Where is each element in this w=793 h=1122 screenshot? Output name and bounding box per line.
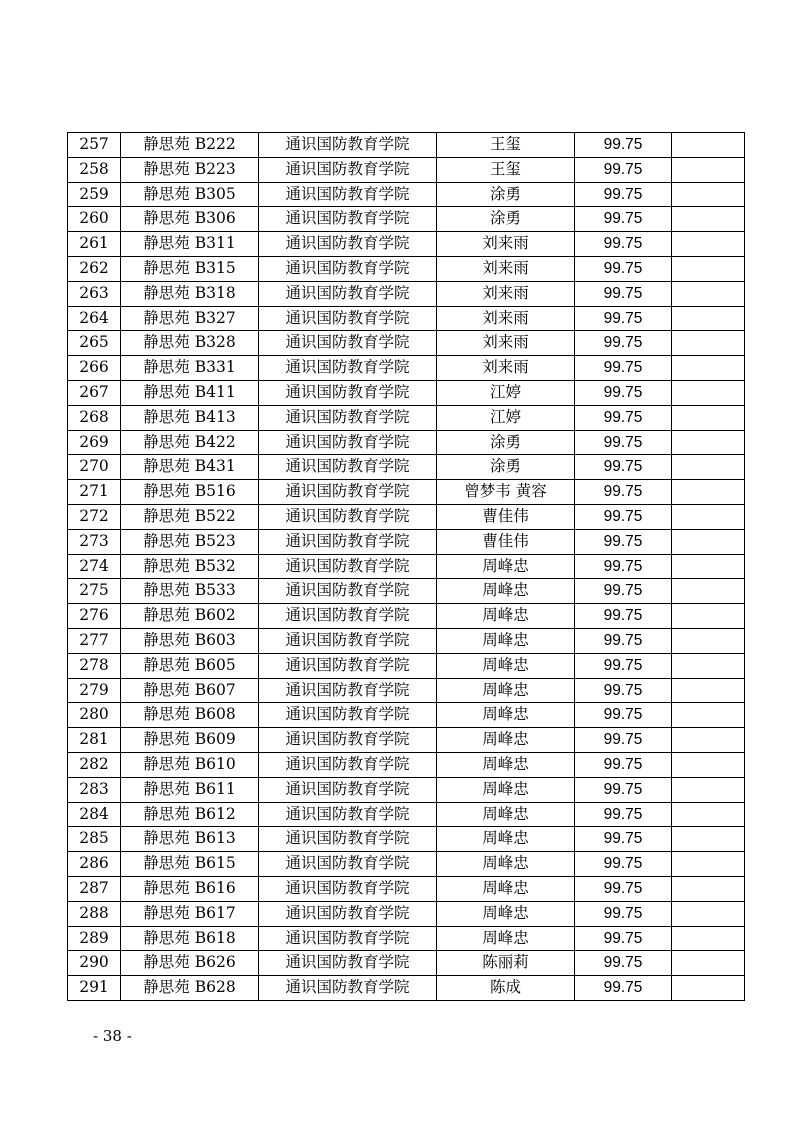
row-number-cell: 272 [68, 504, 121, 529]
score-cell: 99.75 [575, 752, 672, 777]
table-row [68, 331, 745, 356]
score-cell: 99.75 [575, 852, 672, 877]
table-row [68, 703, 745, 728]
score-cell: 99.75 [575, 504, 672, 529]
counselor-name-cell: 王玺 [437, 133, 575, 158]
counselor-name-cell: 江婷 [437, 405, 575, 430]
counselor-name-cell: 周峰忠 [437, 678, 575, 703]
score-cell: 99.75 [575, 281, 672, 306]
note-cell [672, 232, 745, 257]
table-row [68, 901, 745, 926]
score-cell: 99.75 [575, 926, 672, 951]
dorm-room-cell: 静思苑 B306 [121, 207, 259, 232]
dorm-room-cell: 静思苑 B628 [121, 976, 259, 1001]
dorm-room-cell: 静思苑 B610 [121, 752, 259, 777]
table-row [68, 157, 745, 182]
table-row [68, 281, 745, 306]
table-row [68, 182, 745, 207]
dorm-room-cell: 静思苑 B605 [121, 653, 259, 678]
row-number-cell: 278 [68, 653, 121, 678]
score-cell: 99.75 [575, 777, 672, 802]
note-cell [672, 653, 745, 678]
counselor-name-cell: 江婷 [437, 380, 575, 405]
counselor-name-cell: 刘来雨 [437, 306, 575, 331]
score-table-body [68, 133, 745, 1001]
department-cell: 通识国防教育学院 [259, 802, 437, 827]
table-row [68, 876, 745, 901]
note-cell [672, 628, 745, 653]
row-number-cell: 288 [68, 901, 121, 926]
counselor-name-cell: 周峰忠 [437, 876, 575, 901]
table-row [68, 356, 745, 381]
counselor-name-cell: 陈成 [437, 976, 575, 1001]
counselor-name-cell: 涂勇 [437, 430, 575, 455]
dorm-room-cell: 静思苑 B609 [121, 728, 259, 753]
dorm-room-cell: 静思苑 B617 [121, 901, 259, 926]
counselor-name-cell: 刘来雨 [437, 256, 575, 281]
department-cell: 通识国防教育学院 [259, 604, 437, 629]
department-cell: 通识国防教育学院 [259, 157, 437, 182]
dorm-room-cell: 静思苑 B222 [121, 133, 259, 158]
score-cell: 99.75 [575, 256, 672, 281]
department-cell: 通识国防教育学院 [259, 926, 437, 951]
note-cell [672, 579, 745, 604]
score-cell: 99.75 [575, 604, 672, 629]
counselor-name-cell: 王玺 [437, 157, 575, 182]
department-cell: 通识国防教育学院 [259, 678, 437, 703]
department-cell: 通识国防教育学院 [259, 728, 437, 753]
score-cell: 99.75 [575, 554, 672, 579]
department-cell: 通识国防教育学院 [259, 133, 437, 158]
row-number-cell: 265 [68, 331, 121, 356]
counselor-name-cell: 周峰忠 [437, 852, 575, 877]
row-number-cell: 270 [68, 455, 121, 480]
score-cell: 99.75 [575, 207, 672, 232]
note-cell [672, 157, 745, 182]
dorm-room-cell: 静思苑 B602 [121, 604, 259, 629]
score-cell: 99.75 [575, 628, 672, 653]
note-cell [672, 728, 745, 753]
note-cell [672, 678, 745, 703]
note-cell [672, 182, 745, 207]
row-number-cell: 280 [68, 703, 121, 728]
department-cell: 通识国防教育学院 [259, 455, 437, 480]
dorm-room-cell: 静思苑 B516 [121, 480, 259, 505]
dorm-room-cell: 静思苑 B532 [121, 554, 259, 579]
row-number-cell: 267 [68, 380, 121, 405]
department-cell: 通识国防教育学院 [259, 356, 437, 381]
note-cell [672, 455, 745, 480]
table-row [68, 232, 745, 257]
score-cell: 99.75 [575, 653, 672, 678]
score-cell: 99.75 [575, 976, 672, 1001]
note-cell [672, 554, 745, 579]
dorm-room-cell: 静思苑 B607 [121, 678, 259, 703]
counselor-name-cell: 周峰忠 [437, 752, 575, 777]
table-row [68, 207, 745, 232]
counselor-name-cell: 刘来雨 [437, 331, 575, 356]
table-row [68, 455, 745, 480]
department-cell: 通识国防教育学院 [259, 703, 437, 728]
dorm-room-cell: 静思苑 B626 [121, 951, 259, 976]
score-cell: 99.75 [575, 802, 672, 827]
score-cell: 99.75 [575, 232, 672, 257]
table-row [68, 306, 745, 331]
department-cell: 通识国防教育学院 [259, 256, 437, 281]
counselor-name-cell: 曹佳伟 [437, 529, 575, 554]
score-cell: 99.75 [575, 157, 672, 182]
note-cell [672, 331, 745, 356]
score-cell: 99.75 [575, 480, 672, 505]
note-cell [672, 480, 745, 505]
row-number-cell: 273 [68, 529, 121, 554]
department-cell: 通识国防教育学院 [259, 628, 437, 653]
counselor-name-cell: 周峰忠 [437, 554, 575, 579]
table-row [68, 554, 745, 579]
score-cell: 99.75 [575, 356, 672, 381]
score-cell: 99.75 [575, 678, 672, 703]
department-cell: 通识国防教育学院 [259, 852, 437, 877]
table-row [68, 579, 745, 604]
note-cell [672, 281, 745, 306]
dorm-room-cell: 静思苑 B223 [121, 157, 259, 182]
table-row [68, 256, 745, 281]
row-number-cell: 282 [68, 752, 121, 777]
department-cell: 通识国防教育学院 [259, 232, 437, 257]
dorm-room-cell: 静思苑 B315 [121, 256, 259, 281]
department-cell: 通识国防教育学院 [259, 207, 437, 232]
department-cell: 通识国防教育学院 [259, 579, 437, 604]
counselor-name-cell: 陈丽莉 [437, 951, 575, 976]
row-number-cell: 257 [68, 133, 121, 158]
row-number-cell: 264 [68, 306, 121, 331]
note-cell [672, 901, 745, 926]
score-cell: 99.75 [575, 827, 672, 852]
table-row [68, 852, 745, 877]
department-cell: 通识国防教育学院 [259, 653, 437, 678]
counselor-name-cell: 周峰忠 [437, 653, 575, 678]
score-cell: 99.75 [575, 430, 672, 455]
score-cell: 99.75 [575, 728, 672, 753]
table-row [68, 653, 745, 678]
department-cell: 通识国防教育学院 [259, 504, 437, 529]
row-number-cell: 269 [68, 430, 121, 455]
row-number-cell: 286 [68, 852, 121, 877]
dorm-room-cell: 静思苑 B411 [121, 380, 259, 405]
table-row [68, 504, 745, 529]
table-row [68, 728, 745, 753]
department-cell: 通识国防教育学院 [259, 951, 437, 976]
note-cell [672, 752, 745, 777]
score-cell: 99.75 [575, 703, 672, 728]
dorm-room-cell: 静思苑 B613 [121, 827, 259, 852]
row-number-cell: 262 [68, 256, 121, 281]
department-cell: 通识国防教育学院 [259, 976, 437, 1001]
score-cell: 99.75 [575, 306, 672, 331]
dorm-room-cell: 静思苑 B331 [121, 356, 259, 381]
score-cell: 99.75 [575, 182, 672, 207]
table-row [68, 604, 745, 629]
row-number-cell: 287 [68, 876, 121, 901]
counselor-name-cell: 涂勇 [437, 455, 575, 480]
dorm-room-cell: 静思苑 B431 [121, 455, 259, 480]
department-cell: 通识国防教育学院 [259, 182, 437, 207]
note-cell [672, 207, 745, 232]
note-cell [672, 852, 745, 877]
counselor-name-cell: 周峰忠 [437, 777, 575, 802]
note-cell [672, 976, 745, 1001]
note-cell [672, 430, 745, 455]
row-number-cell: 277 [68, 628, 121, 653]
table-row [68, 628, 745, 653]
dorm-room-cell: 静思苑 B608 [121, 703, 259, 728]
note-cell [672, 926, 745, 951]
dorm-room-cell: 静思苑 B611 [121, 777, 259, 802]
row-number-cell: 268 [68, 405, 121, 430]
counselor-name-cell: 周峰忠 [437, 926, 575, 951]
note-cell [672, 256, 745, 281]
note-cell [672, 802, 745, 827]
department-cell: 通识国防教育学院 [259, 529, 437, 554]
dorm-room-cell: 静思苑 B327 [121, 306, 259, 331]
table-row [68, 529, 745, 554]
note-cell [672, 405, 745, 430]
counselor-name-cell: 周峰忠 [437, 703, 575, 728]
department-cell: 通识国防教育学院 [259, 306, 437, 331]
note-cell [672, 951, 745, 976]
department-cell: 通识国防教育学院 [259, 405, 437, 430]
note-cell [672, 356, 745, 381]
row-number-cell: 290 [68, 951, 121, 976]
row-number-cell: 261 [68, 232, 121, 257]
row-number-cell: 289 [68, 926, 121, 951]
row-number-cell: 285 [68, 827, 121, 852]
note-cell [672, 876, 745, 901]
dorm-room-cell: 静思苑 B422 [121, 430, 259, 455]
dorm-room-cell: 静思苑 B615 [121, 852, 259, 877]
table-row [68, 951, 745, 976]
counselor-name-cell: 刘来雨 [437, 356, 575, 381]
counselor-name-cell: 曹佳伟 [437, 504, 575, 529]
counselor-name-cell: 刘来雨 [437, 281, 575, 306]
score-cell: 99.75 [575, 951, 672, 976]
table-row [68, 926, 745, 951]
table-row [68, 380, 745, 405]
score-cell: 99.75 [575, 380, 672, 405]
score-cell: 99.75 [575, 529, 672, 554]
row-number-cell: 281 [68, 728, 121, 753]
counselor-name-cell: 周峰忠 [437, 827, 575, 852]
table-row [68, 827, 745, 852]
department-cell: 通识国防教育学院 [259, 554, 437, 579]
note-cell [672, 504, 745, 529]
table-row [68, 480, 745, 505]
note-cell [672, 827, 745, 852]
table-row [68, 752, 745, 777]
table-row [68, 405, 745, 430]
dorm-room-cell: 静思苑 B413 [121, 405, 259, 430]
row-number-cell: 283 [68, 777, 121, 802]
note-cell [672, 380, 745, 405]
dorm-room-cell: 静思苑 B318 [121, 281, 259, 306]
department-cell: 通识国防教育学院 [259, 752, 437, 777]
note-cell [672, 306, 745, 331]
score-cell: 99.75 [575, 133, 672, 158]
counselor-name-cell: 涂勇 [437, 182, 575, 207]
row-number-cell: 276 [68, 604, 121, 629]
dorm-room-cell: 静思苑 B522 [121, 504, 259, 529]
note-cell [672, 604, 745, 629]
table-row [68, 430, 745, 455]
row-number-cell: 266 [68, 356, 121, 381]
dorm-room-cell: 静思苑 B612 [121, 802, 259, 827]
department-cell: 通识国防教育学院 [259, 480, 437, 505]
counselor-name-cell: 周峰忠 [437, 728, 575, 753]
department-cell: 通识国防教育学院 [259, 777, 437, 802]
table-row [68, 133, 745, 158]
dorm-room-cell: 静思苑 B603 [121, 628, 259, 653]
row-number-cell: 258 [68, 157, 121, 182]
department-cell: 通识国防教育学院 [259, 281, 437, 306]
score-cell: 99.75 [575, 579, 672, 604]
table-row [68, 777, 745, 802]
counselor-name-cell: 周峰忠 [437, 802, 575, 827]
score-cell: 99.75 [575, 876, 672, 901]
counselor-name-cell: 周峰忠 [437, 901, 575, 926]
department-cell: 通识国防教育学院 [259, 901, 437, 926]
row-number-cell: 271 [68, 480, 121, 505]
table-row [68, 976, 745, 1001]
score-cell: 99.75 [575, 455, 672, 480]
score-table [67, 132, 745, 1001]
table-row [68, 678, 745, 703]
note-cell [672, 703, 745, 728]
score-cell: 99.75 [575, 405, 672, 430]
row-number-cell: 284 [68, 802, 121, 827]
table-row [68, 802, 745, 827]
note-cell [672, 777, 745, 802]
department-cell: 通识国防教育学院 [259, 827, 437, 852]
row-number-cell: 279 [68, 678, 121, 703]
note-cell [672, 133, 745, 158]
page-number: - 38 - [93, 1027, 132, 1045]
department-cell: 通识国防教育学院 [259, 430, 437, 455]
dorm-room-cell: 静思苑 B618 [121, 926, 259, 951]
score-cell: 99.75 [575, 331, 672, 356]
dorm-room-cell: 静思苑 B523 [121, 529, 259, 554]
counselor-name-cell: 周峰忠 [437, 579, 575, 604]
score-cell: 99.75 [575, 901, 672, 926]
row-number-cell: 259 [68, 182, 121, 207]
counselor-name-cell: 涂勇 [437, 207, 575, 232]
dorm-room-cell: 静思苑 B616 [121, 876, 259, 901]
dorm-room-cell: 静思苑 B311 [121, 232, 259, 257]
row-number-cell: 291 [68, 976, 121, 1001]
dorm-room-cell: 静思苑 B328 [121, 331, 259, 356]
dorm-room-cell: 静思苑 B533 [121, 579, 259, 604]
department-cell: 通识国防教育学院 [259, 876, 437, 901]
department-cell: 通识国防教育学院 [259, 380, 437, 405]
department-cell: 通识国防教育学院 [259, 331, 437, 356]
counselor-name-cell: 刘来雨 [437, 232, 575, 257]
row-number-cell: 275 [68, 579, 121, 604]
counselor-name-cell: 曾梦韦 黄容 [437, 480, 575, 505]
row-number-cell: 263 [68, 281, 121, 306]
counselor-name-cell: 周峰忠 [437, 628, 575, 653]
row-number-cell: 274 [68, 554, 121, 579]
row-number-cell: 260 [68, 207, 121, 232]
counselor-name-cell: 周峰忠 [437, 604, 575, 629]
dorm-room-cell: 静思苑 B305 [121, 182, 259, 207]
note-cell [672, 529, 745, 554]
